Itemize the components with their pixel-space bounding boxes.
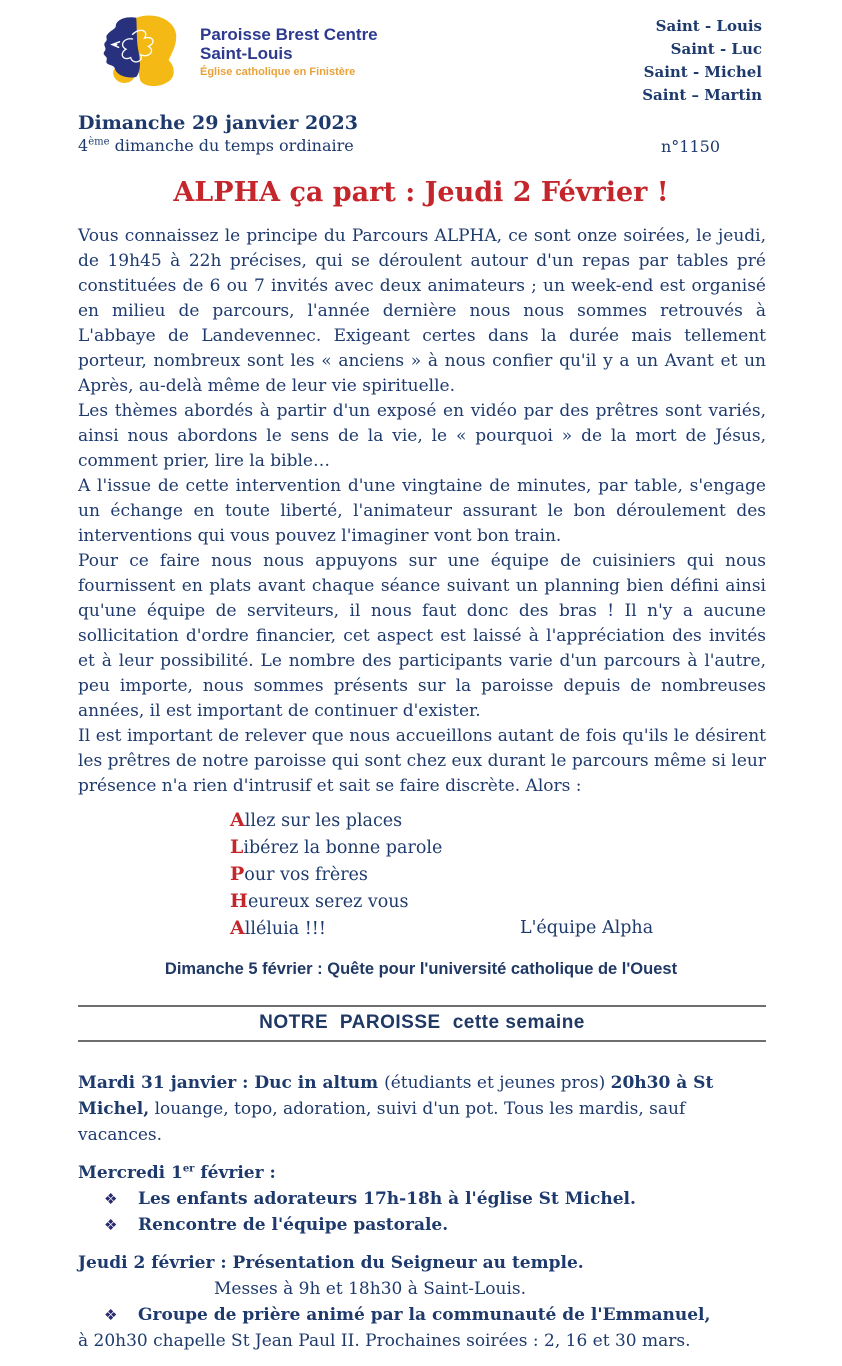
date-block: [78, 111, 358, 157]
jeudi-tail: à 20h30 chapelle St Jean Paul II. Prochaines soirées : 2, 16 et 30 mars.: [78, 1331, 691, 1351]
acrostic-rest: eureux serez vous: [247, 892, 409, 912]
jeudi-messes: Messes à 9h et 18h30 à Saint-Louis.: [214, 1279, 527, 1299]
church-item: Saint - Luc: [670, 40, 762, 58]
parish-logo-text: [200, 13, 378, 78]
church-item: Saint – Martin: [642, 86, 762, 104]
parish-logo-block: [88, 13, 378, 95]
date-row: [0, 107, 842, 157]
acrostic-line: [230, 888, 842, 915]
weekly-agenda: [78, 1070, 766, 1354]
agenda-bullet-item: [104, 1212, 766, 1238]
acrostic-line: [230, 915, 842, 942]
agenda-mardi-bold2: 20h30 à St Michel,: [78, 1073, 714, 1119]
logo-line-2: Saint-Louis: [200, 44, 293, 63]
acrostic-line: [230, 834, 842, 861]
mercredi-heading-prefix: Mercredi 1: [78, 1163, 183, 1183]
agenda-mardi-normal1: (étudiants et jeunes pros): [384, 1073, 611, 1093]
date-main: Dimanche 29 janvier 2023: [78, 112, 358, 134]
agenda-mardi-normal2: louange, topo, adoration, suivi d'un pot. Tous les mardis, sauf vacances.: [78, 1099, 686, 1145]
article-body: [78, 224, 766, 799]
parish-face-logo-icon: [88, 13, 190, 95]
acrostic-rest: lléluia !!!: [244, 919, 326, 939]
agenda-jeudi: [78, 1250, 766, 1354]
paragraph: Il est important de relever que nous accueillons autant de fois qu'ils le désirent les prêtres de notre paroisse qui sont chez eux durant le parcours même si leur présence n'a rien d'intrusif et sait se faire discrète. Alors :: [78, 726, 766, 796]
acrostic-line: [230, 861, 842, 888]
section-band: [78, 1005, 766, 1042]
diamond-bullet-icon: ❖: [104, 1306, 118, 1324]
agenda-jeudi-heading: Jeudi 2 février : Présentation du Seigneur au temple.: [78, 1253, 584, 1273]
mercredi-heading-rest: février :: [194, 1163, 276, 1183]
acrostic-rest: our vos frères: [244, 865, 368, 885]
date-sub-rest: dimanche du temps ordinaire: [109, 136, 354, 155]
issue-number: n°1150: [660, 137, 720, 156]
logo-line-1: Paroisse Brest Centre: [200, 25, 378, 44]
header: [0, 0, 842, 107]
agenda-mardi-bold1: Mardi 31 janvier : Duc in altum: [78, 1073, 385, 1093]
agenda-bullet-item: [104, 1302, 766, 1328]
bullet-text: Les enfants adorateurs 17h-18h à l'église St Michel.: [138, 1189, 636, 1209]
church-item: Saint - Michel: [643, 63, 762, 81]
paragraph: Les thèmes abordés à partir d'un exposé en vidéo par des prêtres sont variés, ainsi nous abordons le sens de la vie, le « pourquoi » de la mort de Jésus, comment prier, lire la bible…: [78, 401, 766, 471]
acrostic-initial: L: [230, 836, 244, 858]
diamond-bullet-icon: ❖: [104, 1216, 118, 1234]
date-sub: [78, 135, 358, 157]
logo-tagline: Église catholique en Finistère: [200, 66, 356, 78]
agenda-mercredi: [78, 1160, 766, 1238]
acrostic-rest: ibérez la bonne parole: [243, 838, 443, 858]
section-title-main: NOTRE PAROISSE: [259, 1012, 441, 1033]
diamond-bullet-icon: ❖: [104, 1190, 118, 1208]
date-sub-sup: ème: [88, 136, 110, 148]
paragraph: Vous connaissez le principe du Parcours ALPHA, ce sont onze soirées, le jeudi, de 19h45 à 22h précises, qui se déroulent autour d'un repas par tables pré constituées de 6 ou 7 invités avec deux animateurs ; un week-end est organisé en milieu de parcours, l'année dernière nous nous sommes retrouvés à L'abbaye de Landevennec. Exigeant certes dans la durée mais tellement porteur, nombreux sont les « anciens » à nous confier qu'il y a un Avant et un Après, au-delà même de leur vie spirituelle.: [78, 226, 766, 396]
collection-notice: Dimanche 5 février : Quête pour l'université catholique de l'Ouest: [164, 960, 678, 978]
agenda-mercredi-heading: [78, 1160, 766, 1186]
church-list: [642, 13, 762, 107]
date-sub-prefix: 4: [78, 136, 89, 155]
acrostic-initial: P: [230, 863, 245, 885]
acrostic-initial: H: [230, 890, 248, 912]
acrostic-last-text: [230, 915, 520, 942]
acrostic-initial: A: [230, 917, 245, 939]
article-title: ALPHA ça part : Jeudi 2 Février !: [173, 177, 669, 208]
agenda-bullet-item: [104, 1186, 766, 1212]
paragraph: A l'issue de cette intervention d'une vingtaine de minutes, par table, s'engage un échange en toute liberté, l'animateur assurant le bon déroulement des interventions qui vous pouvez l'imaginer vont bon train.: [78, 476, 766, 546]
bullet-text: Rencontre de l'équipe pastorale.: [138, 1215, 449, 1235]
section-title-sub: cette semaine: [452, 1012, 585, 1033]
paragraph: Pour ce faire nous nous appuyons sur une équipe de cuisiniers qui nous fournissent en plats avant chaque séance suivant un planning bien défini ainsi qu'une équipe de serviteurs, il nous faut donc des bras ! Il n'y a aucune sollicitation d'ordre financier, cet aspect est laissé à l'appréciation des invités et à leur possibilité. Le nombre des participants varie d'un parcours à l'autre, peu importe, nous sommes présents sur la paroisse depuis de nombreuses années, il est important de continuer d'exister.: [78, 551, 766, 721]
mercredi-heading-sup: er: [182, 1163, 195, 1175]
bullet-text: Groupe de prière animé par la communauté de l'Emmanuel,: [138, 1305, 711, 1325]
signature: L'équipe Alpha: [520, 918, 654, 938]
agenda-mardi: [78, 1070, 766, 1148]
acrostic-initial: A: [230, 809, 245, 831]
church-item: Saint - Louis: [655, 17, 762, 35]
acrostic-rest: llez sur les places: [244, 811, 403, 831]
acrostic-line: [230, 807, 842, 834]
alpha-acrostic: [230, 807, 842, 942]
